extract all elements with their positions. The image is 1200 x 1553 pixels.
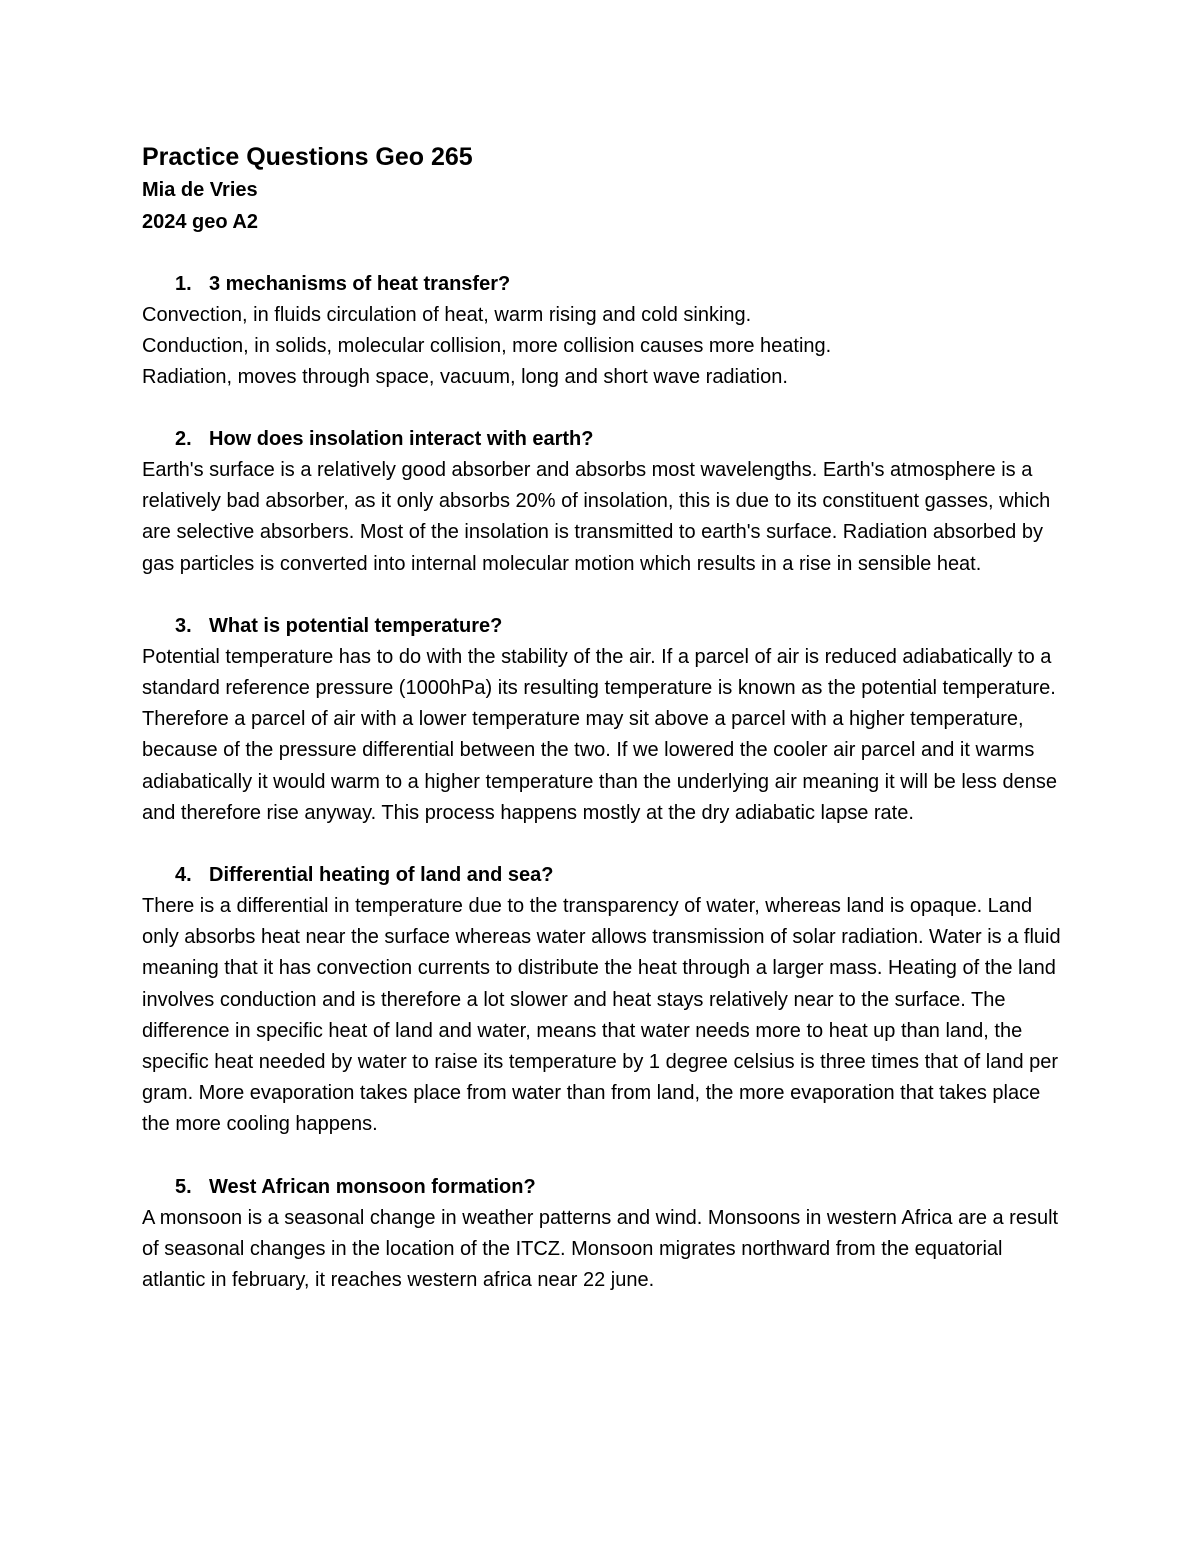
course-label: 2024 geo A2 (142, 211, 258, 233)
question-number: 2. (175, 428, 192, 450)
answer-paragraph: There is a differential in temperature due to the transparency of water, whereas land is opaque. Land only absorbs heat near the surface whereas water allows transmission of solar radiation. Water is a fluid meaning that it has convection currents to distribute the heat through a larger mass. Heating of the land involves conduction and is therefore a lot slower and heat stays relatively near to the surface. The difference in specific heat of land and water, means that water needs more to heat up than land, the specific heat needed by water to raise its temperature by 1 degree celsius is three times that of land per gram. More evaporation takes place from water than from land, the more evaporation that takes place the more cooling happens. (142, 895, 1061, 1136)
question-heading (142, 860, 1062, 891)
question-list (142, 269, 1062, 1296)
document-title: Practice Questions Geo 265 (142, 143, 473, 171)
question-heading (142, 1172, 1062, 1203)
question-text: What is potential temperature? (209, 614, 503, 637)
question-text: 3 mechanisms of heat transfer? (209, 273, 511, 295)
question-heading (142, 269, 1062, 300)
question-number: 4. (175, 864, 192, 887)
answer-line-radiation: Radiation, moves through space, vacuum, long and short wave radiation. (142, 366, 788, 388)
question-number: 5. (175, 1175, 192, 1198)
question-number: 1. (175, 273, 192, 295)
answer-paragraph: A monsoon is a seasonal change in weather patterns and wind. Monsoons in western Africa are a result of seasonal changes in the location of the ITCZ. Monsoon migrates northward from the equatorial atlantic in february, it reaches western africa near 22 june. (142, 1206, 1059, 1292)
document-content (142, 140, 1062, 1327)
question-number: 3. (175, 614, 192, 637)
question-item-5 (142, 1172, 1062, 1297)
question-text: West African monsoon formation? (209, 1175, 536, 1198)
answer-paragraph: Potential temperature has to do with the stability of the air. If a parcel of air is reduced adiabatically to a standard reference pressure (1000hPa) its resulting temperature is known as the potential temperature. Therefore a parcel of air with a lower temperature may sit above a parcel with a higher temperature, because of the pressure differential between the two. If we lowered the cooler air parcel and it warms adiabatically it would warm to a higher temperature than the underlying air meaning it will be less dense and therefore rise anyway. This process happens mostly at the dry adiabatic lapse rate. (142, 645, 1057, 824)
author-name: Mia de Vries (142, 179, 258, 201)
question-item-3 (142, 611, 1062, 829)
question-item-2 (142, 424, 1062, 580)
answer-line-conduction: Conduction, in solids, molecular collision, more collision causes more heating. (142, 335, 832, 357)
question-heading (142, 611, 1062, 642)
answer-paragraph: Earth's surface is a relatively good absorber and absorbs most wavelengths. Earth's atmosphere is a relatively bad absorber, as it only absorbs 20% of insolation, this is due to its constituent gasses, which are selective absorbers. Most of the insolation is transmitted to earth's surface. Radiation absorbed by gas particles is converted into internal molecular motion which results in a rise in sensible heat. (142, 459, 1051, 575)
answer-line-convection: Convection, in fluids circulation of heat, warm rising and cold sinking. (142, 304, 752, 326)
question-item-4 (142, 860, 1062, 1141)
question-text: How does insolation interact with earth? (209, 428, 594, 450)
question-text: Differential heating of land and sea? (209, 864, 554, 887)
question-heading (142, 424, 1062, 455)
question-item-1 (142, 269, 1062, 393)
